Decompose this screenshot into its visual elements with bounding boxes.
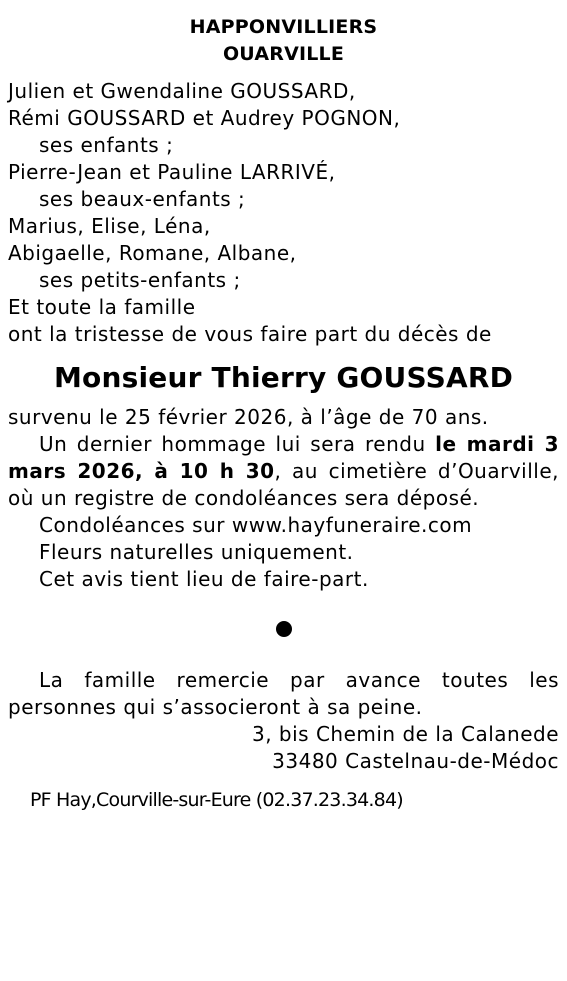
family-line: Et toute la famille: [8, 295, 196, 319]
announcement-line: ont la tristesse de vous faire part du décès de: [8, 322, 492, 346]
family-list: [8, 78, 559, 348]
family-line: Pierre-Jean et Pauline LARRIVÉ,: [8, 160, 336, 184]
funeral-home-contact: PF Hay,Courville-sur-Eure (02.37.23.34.84): [30, 789, 403, 811]
ceremony-paragraph: [8, 431, 559, 512]
separator-bullet-icon: [276, 621, 292, 637]
location-heading: [8, 0, 559, 68]
deceased-name: Monsieur Thierry GOUSSARD: [53, 361, 514, 394]
flowers-text: Fleurs naturelles uniquement.: [39, 540, 354, 564]
location-line-1: HAPPONVILLIERS: [189, 16, 378, 38]
ceremony-text: Un dernier hommage lui sera rendu: [39, 432, 436, 456]
family-line: Julien et Gwendaline GOUSSARD,: [8, 79, 356, 103]
family-line: Rémi GOUSSARD et Audrey POGNON,: [8, 106, 401, 130]
ceremony-location: , au cimetière d’Ouarville, où un registre de condoléances sera déposé.: [8, 459, 560, 510]
family-relation: ses enfants ;: [39, 133, 174, 157]
location-line-2: OUARVILLE: [222, 43, 345, 65]
ceremony-date-time: le mardi 3 mars 2026, à 10 h 30: [8, 432, 559, 483]
family-relation: ses beaux-enfants ;: [39, 187, 246, 211]
condolences-text: Condoléances sur www.hayfuneraire.com: [39, 513, 473, 537]
address-line-2: 33480 Castelnau-de-Médoc: [272, 749, 559, 773]
faire-part-text: Cet avis tient lieu de faire-part.: [39, 567, 369, 591]
family-line: Marius, Elise, Léna,: [8, 214, 211, 238]
family-relation: ses petits-enfants ;: [39, 268, 241, 292]
family-line: Abigaelle, Romane, Albane,: [8, 241, 297, 265]
thanks-paragraph: La famille remercie par avance toutes les personnes qui s’associeront à sa peine.: [8, 668, 559, 719]
address-line-1: 3, bis Chemin de la Calanede: [251, 722, 559, 746]
death-notice: survenu le 25 février 2026, à l’âge de 70 ans.: [8, 405, 489, 429]
